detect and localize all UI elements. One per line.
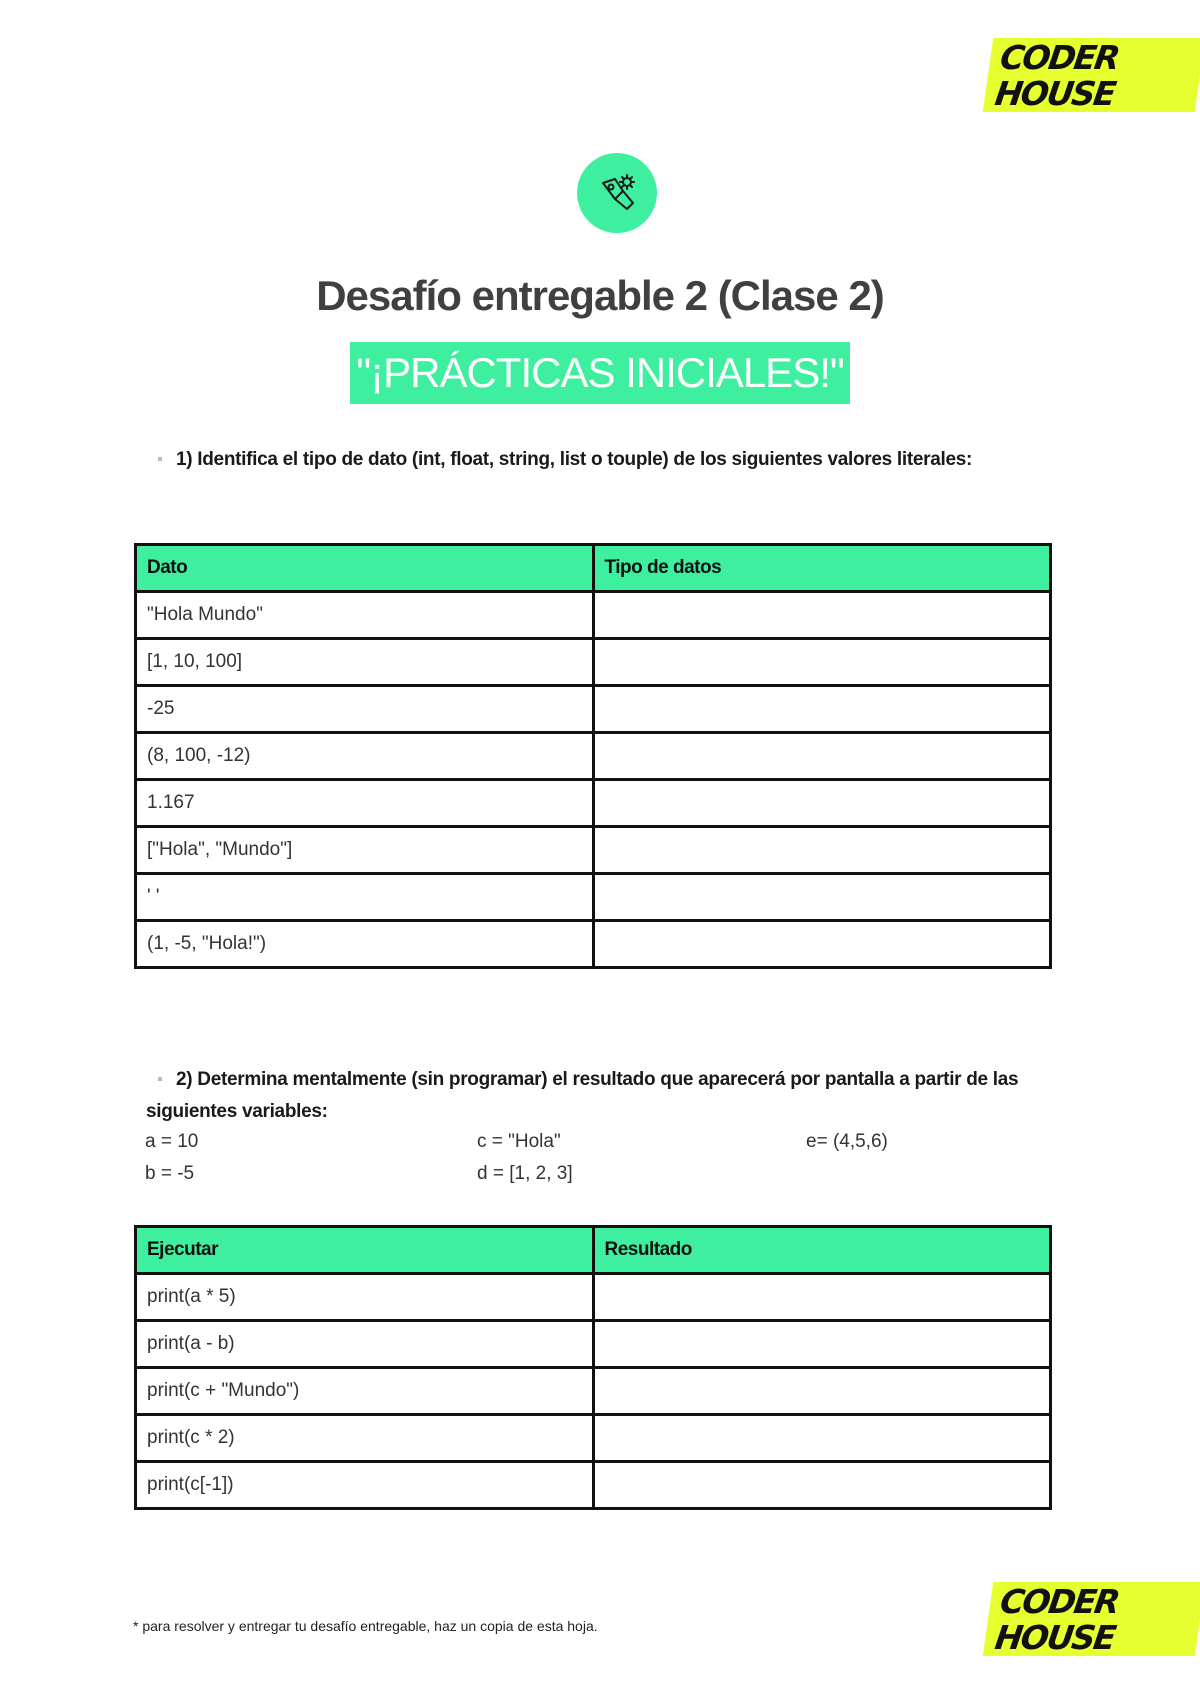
data-types-table [134, 543, 1052, 969]
table-row [136, 1274, 1051, 1321]
cell-dato: -25 [136, 686, 594, 733]
question-1-text: 1) Identifica el tipo de dato (int, float, string, list o touple) de los siguientes valores literales: [176, 449, 973, 470]
pen-gear-icon [597, 173, 637, 213]
cell-dato: (8, 100, -12) [136, 733, 594, 780]
table-row [136, 1415, 1051, 1462]
cell-resultado[interactable] [593, 1462, 1051, 1509]
cell-tipo[interactable] [593, 780, 1051, 827]
table-row [136, 592, 1051, 639]
cell-dato: ["Hola", "Mundo"] [136, 827, 594, 874]
cell-tipo[interactable] [593, 874, 1051, 921]
variable-b: b = -5 [145, 1163, 195, 1184]
variable-c: c = "Hola" [477, 1131, 561, 1152]
table-row [136, 780, 1051, 827]
column-header-dato: Dato [136, 545, 594, 592]
column-header-ejecutar: Ejecutar [136, 1227, 594, 1274]
question-1 [146, 444, 1046, 476]
page-subtitle: "¡PRÁCTICAS INICIALES!" [350, 342, 850, 404]
coderhouse-logo: CODER HOUSE [983, 38, 1200, 112]
cell-ejecutar: print(c * 2) [136, 1415, 594, 1462]
cell-resultado[interactable] [593, 1415, 1051, 1462]
cell-dato: [1, 10, 100] [136, 639, 594, 686]
cell-ejecutar: print(c[-1]) [136, 1462, 594, 1509]
cell-dato: (1, -5, "Hola!") [136, 921, 594, 968]
table-header-row [136, 545, 1051, 592]
table-row [136, 733, 1051, 780]
table-row [136, 686, 1051, 733]
cell-tipo[interactable] [593, 921, 1051, 968]
cell-dato: 1.167 [136, 780, 594, 827]
table-row [136, 827, 1051, 874]
cell-ejecutar: print(a - b) [136, 1321, 594, 1368]
cell-tipo[interactable] [593, 827, 1051, 874]
coderhouse-logo-footer: CODER HOUSE [983, 1582, 1200, 1656]
cell-tipo[interactable] [593, 686, 1051, 733]
cell-ejecutar: print(a * 5) [136, 1274, 594, 1321]
table-row [136, 639, 1051, 686]
cell-dato: ' ' [136, 874, 594, 921]
table-row [136, 1368, 1051, 1415]
table-row [136, 921, 1051, 968]
cell-resultado[interactable] [593, 1274, 1051, 1321]
table-row [136, 1321, 1051, 1368]
question-2-text: 2) Determina mentalmente (sin programar) el resultado que aparecerá por pantalla a partir de las siguientes variables: [146, 1069, 1019, 1122]
variable-d: d = [1, 2, 3] [477, 1163, 573, 1184]
page-title: Desafío entregable 2 (Clase 2) [316, 272, 884, 319]
column-header-resultado: Resultado [593, 1227, 1051, 1274]
challenge-badge [577, 153, 657, 233]
cell-tipo[interactable] [593, 639, 1051, 686]
table-header-row [136, 1227, 1051, 1274]
question-2 [146, 1064, 1046, 1128]
table-row [136, 1462, 1051, 1509]
variable-e: e= (4,5,6) [806, 1131, 888, 1152]
cell-resultado[interactable] [593, 1321, 1051, 1368]
table-row [136, 874, 1051, 921]
cell-resultado[interactable] [593, 1368, 1051, 1415]
footnote: * para resolver y entregar tu desafío entregable, haz un copia de esta hoja. [133, 1618, 598, 1634]
cell-ejecutar: print(c + "Mundo") [136, 1368, 594, 1415]
bullet-dot [158, 457, 162, 461]
cell-tipo[interactable] [593, 592, 1051, 639]
variable-a: a = 10 [145, 1131, 199, 1152]
cell-dato: "Hola Mundo" [136, 592, 594, 639]
execution-table [134, 1225, 1052, 1510]
column-header-tipo: Tipo de datos [593, 545, 1051, 592]
bullet-dot [158, 1077, 162, 1081]
cell-tipo[interactable] [593, 733, 1051, 780]
